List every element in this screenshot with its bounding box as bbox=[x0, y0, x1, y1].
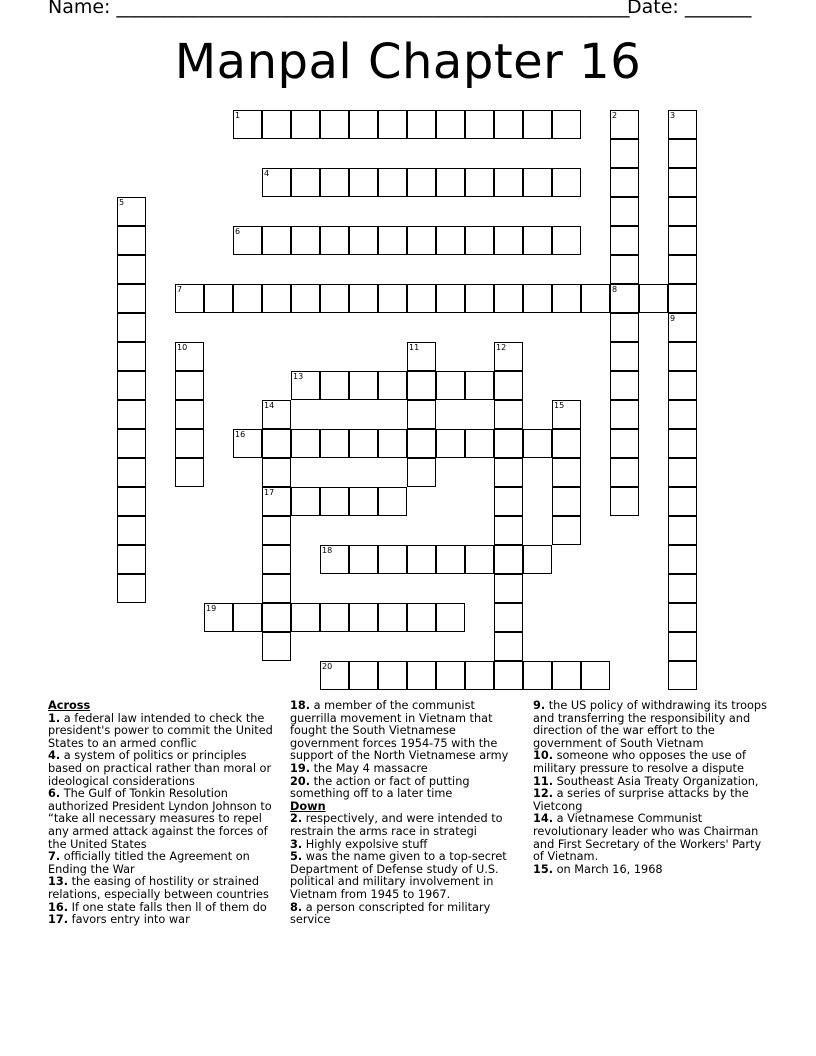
grid-cell[interactable] bbox=[494, 226, 523, 255]
clue-number: 15 bbox=[554, 401, 565, 410]
grid-cell[interactable] bbox=[378, 226, 407, 255]
clue-down-10: 10. someone who opposes the use of military pressure to resolve a dispute bbox=[533, 749, 746, 775]
grid-cell[interactable] bbox=[262, 516, 291, 545]
grid-cell[interactable] bbox=[175, 400, 204, 429]
clue-across-18: 18. a member of the communist guerrilla movement in Vietnam that fought the South Vietnamese government forces 1954-75 with the support of the North Vietnamese army bbox=[290, 699, 509, 763]
grid-cell[interactable] bbox=[494, 487, 523, 516]
grid-cell[interactable] bbox=[204, 284, 233, 313]
grid-cell[interactable] bbox=[668, 661, 697, 690]
grid-cell[interactable] bbox=[407, 284, 436, 313]
grid-cell[interactable] bbox=[668, 110, 697, 139]
grid-cell[interactable] bbox=[610, 255, 639, 284]
grid-cell[interactable] bbox=[436, 661, 465, 690]
grid-cell[interactable] bbox=[436, 110, 465, 139]
grid-cell[interactable] bbox=[668, 284, 697, 313]
clue-down-15: 15. on March 16, 1968 bbox=[533, 862, 663, 876]
grid-cell[interactable] bbox=[117, 226, 146, 255]
grid-cell[interactable] bbox=[262, 487, 291, 516]
clue-down-14: 14. a Vietnamese Communist revolutionary leader who was Chairman and First Secretary of the Workers' Party of Vietnam. bbox=[533, 812, 762, 864]
grid-cell[interactable] bbox=[378, 168, 407, 197]
grid-cell[interactable] bbox=[262, 284, 291, 313]
clue-number: 11 bbox=[409, 343, 420, 352]
grid-cell[interactable] bbox=[117, 516, 146, 545]
grid-cell[interactable] bbox=[407, 603, 436, 632]
grid-cell[interactable] bbox=[175, 371, 204, 400]
grid-cell[interactable] bbox=[349, 429, 378, 458]
clue-down-12: 12. a series of surprise attacks by the Vietcong bbox=[533, 787, 749, 813]
grid-cell[interactable] bbox=[668, 226, 697, 255]
grid-cell[interactable] bbox=[349, 545, 378, 574]
page-title: Manpal Chapter 16 bbox=[174, 34, 642, 90]
grid-cell[interactable] bbox=[291, 110, 320, 139]
across-heading: Across bbox=[48, 699, 91, 712]
grid-cell[interactable] bbox=[117, 342, 146, 371]
grid-cell[interactable] bbox=[552, 226, 581, 255]
name-field-label[interactable]: Name: ______________________________________________________ bbox=[48, 0, 630, 18]
grid-cell[interactable] bbox=[465, 661, 494, 690]
grid-cell[interactable] bbox=[552, 661, 581, 690]
grid-cell[interactable] bbox=[291, 487, 320, 516]
grid-cell[interactable] bbox=[668, 429, 697, 458]
grid-cell[interactable] bbox=[320, 429, 349, 458]
grid-cell[interactable] bbox=[117, 574, 146, 603]
grid-cell[interactable] bbox=[262, 226, 291, 255]
clue-across-17: 17. favors entry into war bbox=[48, 913, 190, 927]
grid-cell[interactable] bbox=[175, 284, 204, 313]
grid-cell[interactable] bbox=[494, 110, 523, 139]
grid-cell[interactable] bbox=[668, 603, 697, 632]
grid-cell[interactable] bbox=[610, 458, 639, 487]
grid-cell[interactable] bbox=[320, 603, 349, 632]
grid-cell[interactable] bbox=[494, 516, 523, 545]
clue-across-19: 19. the May 4 massacre bbox=[290, 761, 428, 775]
grid-cell[interactable] bbox=[465, 429, 494, 458]
grid-cell[interactable] bbox=[668, 400, 697, 429]
grid-cell[interactable] bbox=[494, 284, 523, 313]
grid-cell[interactable] bbox=[610, 284, 639, 313]
grid-cell[interactable] bbox=[610, 400, 639, 429]
grid-cell[interactable] bbox=[117, 545, 146, 574]
grid-cell[interactable] bbox=[523, 110, 552, 139]
grid-cell[interactable] bbox=[117, 458, 146, 487]
grid-cell[interactable] bbox=[407, 429, 436, 458]
grid-cell[interactable] bbox=[436, 603, 465, 632]
date-field-label[interactable]: Date: _______ bbox=[627, 0, 752, 18]
grid-cell[interactable] bbox=[117, 284, 146, 313]
grid-cell[interactable] bbox=[407, 458, 436, 487]
grid-cell[interactable] bbox=[668, 313, 697, 342]
grid-cell[interactable] bbox=[291, 284, 320, 313]
clue-across-6: 6. The Gulf of Tonkin Resolution authorized President Lyndon Johnson to “take all necessary measures to repel any armed attack against the forces of the United States bbox=[48, 787, 272, 851]
grid-cell[interactable] bbox=[610, 226, 639, 255]
clues-column-3 bbox=[533, 700, 773, 876]
clue-down-8: 8. a person conscripted for military service bbox=[290, 900, 491, 927]
clue-number: 8 bbox=[612, 285, 618, 294]
grid-cell[interactable] bbox=[610, 168, 639, 197]
grid-cell[interactable] bbox=[262, 603, 291, 632]
grid-cell[interactable] bbox=[291, 371, 320, 400]
grid-cell[interactable] bbox=[378, 110, 407, 139]
grid-cell[interactable] bbox=[523, 661, 552, 690]
grid-cell[interactable] bbox=[610, 342, 639, 371]
grid-cell[interactable] bbox=[378, 429, 407, 458]
clue-number: 14 bbox=[264, 401, 275, 410]
grid-cell[interactable] bbox=[378, 487, 407, 516]
grid-cell[interactable] bbox=[668, 255, 697, 284]
grid-cell[interactable] bbox=[610, 139, 639, 168]
clues-column-2 bbox=[290, 700, 522, 927]
clue-number: 18 bbox=[322, 546, 333, 555]
grid-cell[interactable] bbox=[378, 661, 407, 690]
grid-cell[interactable] bbox=[610, 429, 639, 458]
grid-cell[interactable] bbox=[436, 545, 465, 574]
grid-cell[interactable] bbox=[291, 168, 320, 197]
grid-cell[interactable] bbox=[117, 313, 146, 342]
grid-cell[interactable] bbox=[378, 545, 407, 574]
clue-across-4: 4. a system of politics or principles based on practical rather than moral or ideological considerations bbox=[48, 749, 272, 788]
grid-cell[interactable] bbox=[262, 458, 291, 487]
grid-cell[interactable] bbox=[262, 429, 291, 458]
grid-cell[interactable] bbox=[320, 168, 349, 197]
grid-cell[interactable] bbox=[204, 603, 233, 632]
grid-cell[interactable] bbox=[668, 371, 697, 400]
grid-cell[interactable] bbox=[117, 197, 146, 226]
grid-cell[interactable] bbox=[465, 371, 494, 400]
grid-cell[interactable] bbox=[523, 284, 552, 313]
grid-cell[interactable] bbox=[494, 400, 523, 429]
grid-cell[interactable] bbox=[320, 487, 349, 516]
clue-across-13: 13. the easing of hostility or strained relations, especially between countries bbox=[48, 875, 269, 901]
clue-across-7: 7. officially titled the Agreement on Ending the War bbox=[48, 850, 250, 876]
grid-cell[interactable] bbox=[668, 139, 697, 168]
grid-cell[interactable] bbox=[407, 168, 436, 197]
grid-cell[interactable] bbox=[233, 284, 262, 313]
clue-number: 4 bbox=[264, 169, 270, 178]
grid-cell[interactable] bbox=[407, 342, 436, 371]
grid-cell[interactable] bbox=[552, 487, 581, 516]
clue-number: 1 bbox=[235, 111, 241, 120]
grid-cell[interactable] bbox=[494, 632, 523, 661]
clue-number: 6 bbox=[235, 227, 241, 236]
grid-cell[interactable] bbox=[668, 197, 697, 226]
clue-down-5: 5. was the name given to a top-secret Department of Defense study of U.S. political and military involvement in Vietnam from 1945 to 1967. bbox=[290, 850, 507, 901]
grid-cell[interactable] bbox=[262, 632, 291, 661]
grid-cell[interactable] bbox=[552, 458, 581, 487]
grid-cell[interactable] bbox=[117, 400, 146, 429]
grid-cell[interactable] bbox=[436, 168, 465, 197]
grid-cell[interactable] bbox=[494, 371, 523, 400]
grid-cell[interactable] bbox=[262, 110, 291, 139]
grid-cell[interactable] bbox=[349, 487, 378, 516]
clue-number: 17 bbox=[264, 488, 275, 497]
grid-cell[interactable] bbox=[552, 284, 581, 313]
grid-cell[interactable] bbox=[552, 168, 581, 197]
grid-cell[interactable] bbox=[465, 226, 494, 255]
grid-cell[interactable] bbox=[407, 661, 436, 690]
clue-number: 5 bbox=[119, 198, 125, 207]
clue-number: 16 bbox=[235, 430, 246, 439]
grid-cell[interactable] bbox=[291, 429, 320, 458]
grid-cell[interactable] bbox=[668, 168, 697, 197]
grid-cell[interactable] bbox=[668, 516, 697, 545]
clue-number: 9 bbox=[670, 314, 676, 323]
grid-cell[interactable] bbox=[668, 545, 697, 574]
grid-cell[interactable] bbox=[407, 400, 436, 429]
clue-down-3: 3. Highly expolsive stuff bbox=[290, 837, 428, 851]
grid-cell[interactable] bbox=[610, 487, 639, 516]
grid-cell[interactable] bbox=[668, 342, 697, 371]
grid-cell[interactable] bbox=[465, 284, 494, 313]
grid-cell[interactable] bbox=[233, 603, 262, 632]
grid-cell[interactable] bbox=[523, 545, 552, 574]
grid-cell[interactable] bbox=[378, 284, 407, 313]
grid-cell[interactable] bbox=[233, 110, 262, 139]
grid-cell[interactable] bbox=[523, 226, 552, 255]
grid-cell[interactable] bbox=[378, 371, 407, 400]
clue-number: 19 bbox=[206, 604, 217, 613]
grid-cell[interactable] bbox=[262, 400, 291, 429]
grid-cell[interactable] bbox=[320, 661, 349, 690]
grid-cell[interactable] bbox=[262, 168, 291, 197]
grid-cell[interactable] bbox=[349, 603, 378, 632]
grid-cell[interactable] bbox=[291, 226, 320, 255]
grid-cell[interactable] bbox=[523, 429, 552, 458]
grid-cell[interactable] bbox=[581, 284, 610, 313]
clue-number: 10 bbox=[177, 343, 188, 352]
grid-cell[interactable] bbox=[668, 632, 697, 661]
grid-cell[interactable] bbox=[349, 371, 378, 400]
grid-cell[interactable] bbox=[378, 603, 407, 632]
grid-cell[interactable] bbox=[291, 603, 320, 632]
grid-cell[interactable] bbox=[465, 110, 494, 139]
clues-column-1 bbox=[48, 700, 278, 927]
grid-cell[interactable] bbox=[320, 226, 349, 255]
grid-cell[interactable] bbox=[175, 458, 204, 487]
grid-cell[interactable] bbox=[610, 197, 639, 226]
grid-cell[interactable] bbox=[494, 603, 523, 632]
grid-cell[interactable] bbox=[407, 110, 436, 139]
grid-cell[interactable] bbox=[581, 661, 610, 690]
clue-down-11: 11. Southeast Asia Treaty Organization, bbox=[533, 774, 759, 788]
grid-cell[interactable] bbox=[552, 400, 581, 429]
grid-cell[interactable] bbox=[610, 110, 639, 139]
clue-number: 13 bbox=[293, 372, 304, 381]
clue-across-1: 1. a federal law intended to check the president's power to commit the United States to an armed conflic bbox=[48, 711, 273, 750]
clue-down-9: 9. the US policy of withdrawing its troops and transferring the responsibility and direction of the war effort to the government of South Vietnam bbox=[533, 699, 767, 750]
grid-cell[interactable] bbox=[552, 516, 581, 545]
clue-down-2: 2. respectively, and were intended to restrain the arms race in strategi bbox=[290, 812, 503, 838]
grid-cell[interactable] bbox=[117, 255, 146, 284]
grid-cell[interactable] bbox=[494, 429, 523, 458]
grid-cell[interactable] bbox=[494, 168, 523, 197]
clue-number: 12 bbox=[496, 343, 507, 352]
grid-cell[interactable] bbox=[494, 574, 523, 603]
grid-cell[interactable] bbox=[175, 342, 204, 371]
grid-cell[interactable] bbox=[349, 110, 378, 139]
grid-cell[interactable] bbox=[117, 371, 146, 400]
grid-cell[interactable] bbox=[668, 487, 697, 516]
grid-cell[interactable] bbox=[552, 110, 581, 139]
grid-cell[interactable] bbox=[320, 284, 349, 313]
grid-cell[interactable] bbox=[668, 574, 697, 603]
grid-cell[interactable] bbox=[436, 429, 465, 458]
grid-cell[interactable] bbox=[262, 545, 291, 574]
grid-cell[interactable] bbox=[349, 284, 378, 313]
grid-cell[interactable] bbox=[552, 429, 581, 458]
grid-cell[interactable] bbox=[349, 661, 378, 690]
grid-cell[interactable] bbox=[494, 661, 523, 690]
grid-cell[interactable] bbox=[407, 371, 436, 400]
grid-cell[interactable] bbox=[262, 574, 291, 603]
grid-cell[interactable] bbox=[668, 458, 697, 487]
clue-number: 7 bbox=[177, 285, 183, 294]
grid-cell[interactable] bbox=[465, 545, 494, 574]
grid-cell[interactable] bbox=[407, 545, 436, 574]
grid-cell[interactable] bbox=[175, 429, 204, 458]
grid-cell[interactable] bbox=[610, 371, 639, 400]
grid-cell[interactable] bbox=[465, 168, 494, 197]
grid-cell[interactable] bbox=[320, 110, 349, 139]
grid-cell[interactable] bbox=[233, 429, 262, 458]
grid-cell[interactable] bbox=[233, 226, 262, 255]
clue-number: 2 bbox=[612, 111, 618, 120]
grid-cell[interactable] bbox=[117, 487, 146, 516]
grid-cell[interactable] bbox=[639, 284, 668, 313]
clue-number: 20 bbox=[322, 662, 333, 671]
grid-cell[interactable] bbox=[349, 226, 378, 255]
grid-cell[interactable] bbox=[320, 371, 349, 400]
clue-number: 3 bbox=[670, 111, 676, 120]
down-heading: Down bbox=[290, 799, 326, 813]
grid-cell[interactable] bbox=[523, 168, 552, 197]
grid-cell[interactable] bbox=[320, 545, 349, 574]
grid-cell[interactable] bbox=[117, 429, 146, 458]
grid-cell[interactable] bbox=[436, 371, 465, 400]
clue-across-16: 16. If one state falls then ll of them do bbox=[48, 900, 267, 914]
grid-cell[interactable] bbox=[494, 342, 523, 371]
grid-cell[interactable] bbox=[610, 313, 639, 342]
grid-cell[interactable] bbox=[436, 284, 465, 313]
grid-cell[interactable] bbox=[436, 226, 465, 255]
grid-cell[interactable] bbox=[349, 168, 378, 197]
clue-across-20: 20. the action or fact of putting something off to a later time bbox=[290, 774, 470, 801]
grid-cell[interactable] bbox=[494, 545, 523, 574]
grid-cell[interactable] bbox=[407, 226, 436, 255]
grid-cell[interactable] bbox=[494, 458, 523, 487]
